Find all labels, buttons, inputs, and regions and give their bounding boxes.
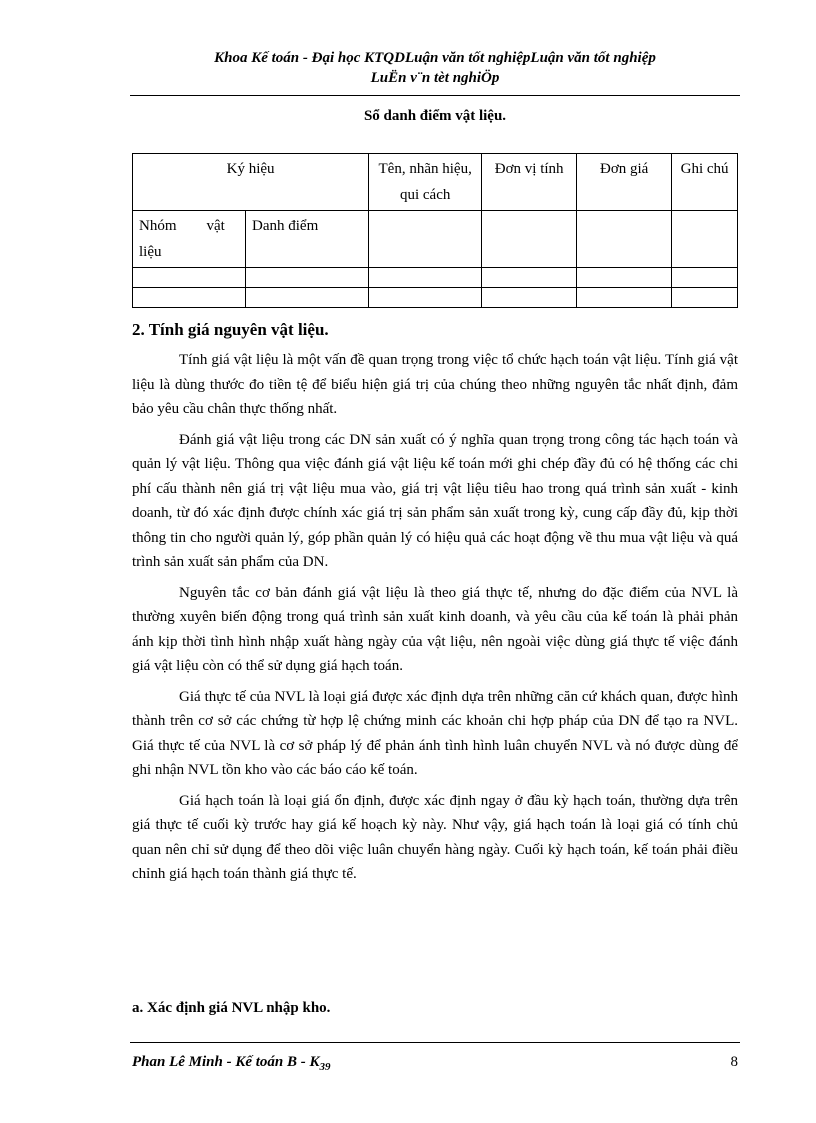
paragraph-3: Nguyên tắc cơ bản đánh giá vật liệu là theo giá thực tế, nhưng do đặc điểm của NVL là thường xuyên biến động trong quá trình sản xuất kinh doanh, và yêu cầu của kế toán là phải phản ánh kịp thời tình hình nhập xuất hàng ngày của vật liệu, nên ngoài việc dùng giá thực tế việc đánh giá vật liệu còn có thể sử dụng giá hạch toán. [132, 584, 738, 674]
table-subheader-row [133, 211, 738, 268]
footer-author: Phan Lê Minh - Kế toán B - K [132, 1054, 320, 1070]
subheader-danh-diem: Danh điểm [246, 211, 369, 268]
table-cell [672, 268, 738, 288]
body-text [132, 348, 738, 893]
table-cell [369, 268, 482, 288]
header-ky-hieu: Ký hiệu [133, 154, 369, 211]
table-cell [482, 268, 577, 288]
header-line-2: LuËn v¨n tèt nghiÖp [370, 70, 500, 86]
table-cell [577, 211, 672, 268]
table-cell [482, 211, 577, 268]
subheader-nhom-vat-lieu [133, 211, 246, 268]
table-cell [369, 211, 482, 268]
table-cell [577, 288, 672, 308]
header-ten: Tên, nhãn hiệu, qui cách [369, 154, 482, 211]
page-header [130, 48, 740, 88]
header-don-vi: Đơn vị tính [482, 154, 577, 211]
table-cell [133, 288, 246, 308]
table-cell [369, 288, 482, 308]
paragraph-2: Đánh giá vật liệu trong các DN sản xuất có ý nghĩa quan trọng trong công tác hạch toán và quản lý vật liệu. Thông qua việc đánh giá vật liệu kế toán mới ghi chép đầy đủ có hệ thống các chi phí cấu thành nên giá trị vật liệu mua vào, giá trị vật liệu tiêu hao trong quá trình sản xuất - kinh doanh, từ đó xác định được chính xác giá trị sản phẩm sản xuất trong kỳ, cung cấp đầy đủ, kịp thời thông tin cho người quản lý, góp phần quản lý có hiệu quả các hoạt động về thu mua vật liệu và quá trình sản xuất sản phẩm của DN. [132, 431, 738, 570]
footer-divider [130, 1042, 740, 1043]
table-title: Sổ danh điểm vật liệu. [363, 108, 507, 124]
header-line-1: Khoa Kế toán - Đại học KTQDLuận văn tốt nghiệpLuận văn tốt nghiệp [214, 50, 656, 66]
paragraph-4: Giá thực tế của NVL là loại giá được xác định dựa trên những căn cứ khách quan, được hình thành trên cơ sở các chứng từ hợp lệ chứng minh các khoản chi hợp pháp của DN để tạo ra NVL. Giá thực tế của NVL là cơ sở pháp lý để phản ánh tình hình luân chuyển NVL và nó được dùng để ghi nhận NVL tồn kho vào các báo cáo kế toán. [132, 688, 738, 778]
page-footer [132, 1054, 738, 1073]
table-cell [577, 268, 672, 288]
table-header-row [133, 154, 738, 211]
table-row [133, 268, 738, 288]
table-cell [246, 268, 369, 288]
header-divider [130, 95, 740, 96]
table-cell [672, 211, 738, 268]
page-number: 8 [730, 1054, 738, 1070]
section-title: 2. Tính giá nguyên vật liệu. [132, 320, 329, 339]
header-don-gia: Đơn giá [577, 154, 672, 211]
material-catalog-table [132, 153, 738, 308]
footer-subscript: 39 [319, 1061, 331, 1073]
table-cell [246, 288, 369, 308]
paragraph-5: Giá hạch toán là loại giá ổn định, được xác định ngay ở đầu kỳ hạch toán, thường dựa trên giá thực tế cuối kỳ trước hay giá kế hoạch kỳ này. Như vậy, giá hạch toán là loại giá có tính chủ quan nên chỉ sử dụng để theo dõi việc luân chuyển hàng ngày. Cuối kỳ hạch toán, kế toán phải điều chỉnh giá hạch toán thành giá thực tế. [132, 792, 738, 882]
nhom-vat-lieu-label: Nhóm vật liệu [139, 218, 229, 260]
table-cell [672, 288, 738, 308]
table-cell [482, 288, 577, 308]
header-ghi-chu: Ghi chú [672, 154, 738, 211]
paragraph-1: Tính giá vật liệu là một vấn đề quan trọng trong việc tổ chức hạch toán vật liệu. Tính giá vật liệu là dùng thước đo tiền tệ để biểu hiện giá trị của chúng theo những nguyên tắc nhất định, đảm bảo yêu cầu chân thực thống nhất. [132, 352, 738, 417]
subsection-title: a. Xác định giá NVL nhập kho. [132, 1000, 331, 1016]
table-row [133, 288, 738, 308]
table-cell [133, 268, 246, 288]
